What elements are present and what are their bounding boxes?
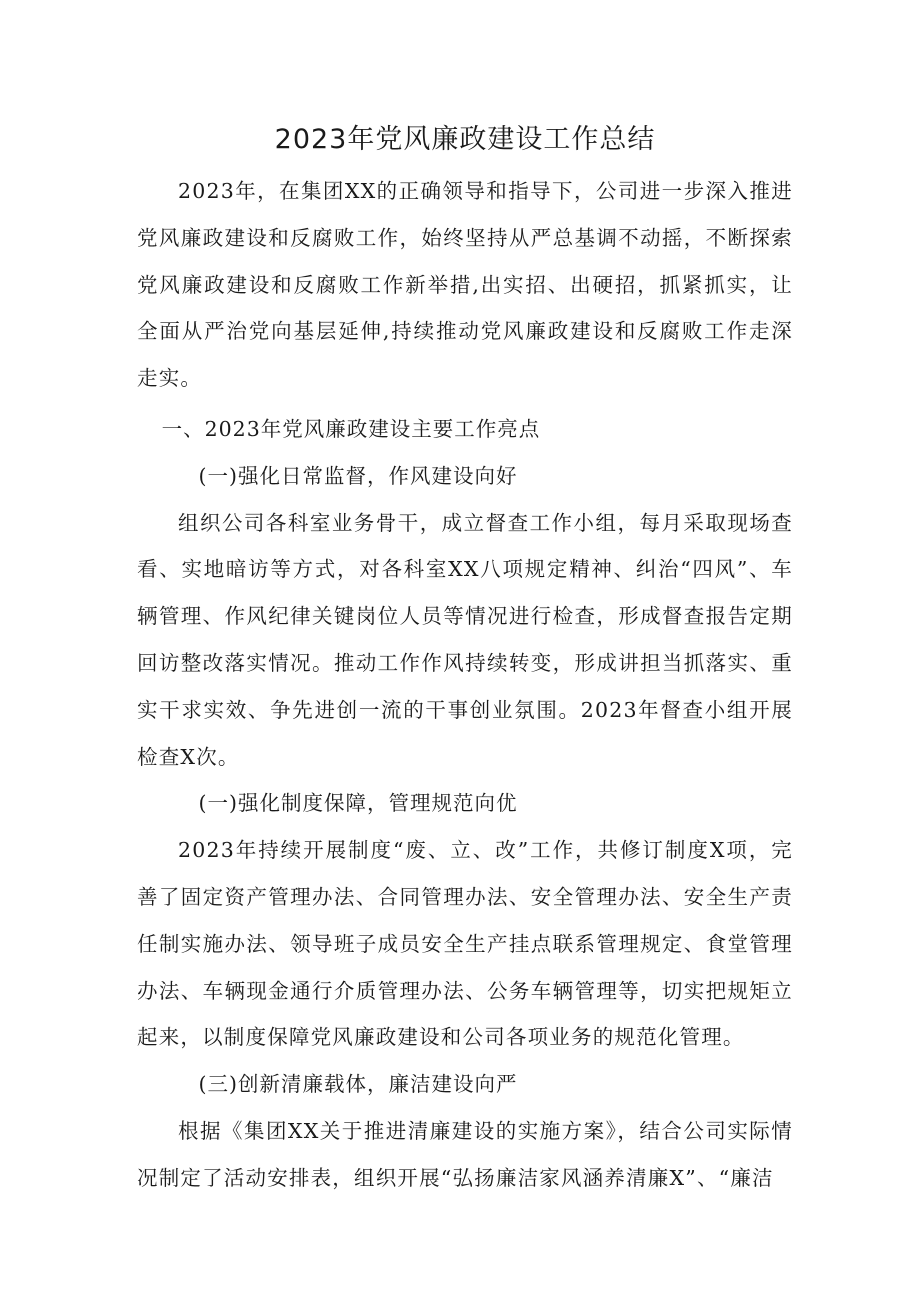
subsection-heading-3: (三)创新清廉载体，廉洁建设向严 <box>198 1072 518 1097</box>
subsection-heading-2: (一)强化制度保障，管理规范向优 <box>198 791 518 816</box>
document-title: 2023年党风廉政建设工作总结 <box>274 124 656 155</box>
subsection-body-1: 组织公司各科室业务骨干，成立督查工作小组，每月采取现场查看、实地暗访等方式，对各科室XX八项规定精神、纠治“四风”、车辆管理、作风纪律关键岗位人员等情况进行检查，形成督查报告定期回访整改落实情况。推动工作作风持续转变，形成讲担当抓落实、重实干求实效、争先进创一流的干事创业氛围。2023年督查小组开展检查X次。 <box>137 510 793 769</box>
section-heading-1: 一、2023年党风廉政建设主要工作亮点 <box>161 416 541 441</box>
subsection-heading-1: (一)强化日常监督，作风建设向好 <box>198 463 518 488</box>
intro-paragraph: 2023年，在集团XX的正确领导和指导下，公司进一步深入推进党风廉政建设和反腐败工作，始终坚持从严总基调不动摇，不断探索党风廉政建设和反腐败工作新举措,出实招、出硬招，抓紧抓实，让全面从严治党向基层延伸,持续推动党风廉政建设和反腐败工作走深走实。 <box>137 179 793 391</box>
subsection-body-3: 根据《集团XX关于推进清廉建设的实施方案》，结合公司实际情况制定了活动安排表，组织开展“弘扬廉洁家风涵养清廉X”、“廉洁 <box>137 1118 793 1190</box>
document-page <box>137 118 793 1202</box>
subsection-body-2: 2023年持续开展制度“废、立、改”工作，共修订制度X项，完善了固定资产管理办法、合同管理办法、安全管理办法、安全生产责任制实施办法、领导班子成员安全生产挂点联系管理规定、食堂管理办法、车辆现金通行介质管理办法、公务车辆管理等，切实把规矩立起来，以制度保障党风廉政建设和公司各项业务的规范化管理。 <box>137 838 793 1050</box>
